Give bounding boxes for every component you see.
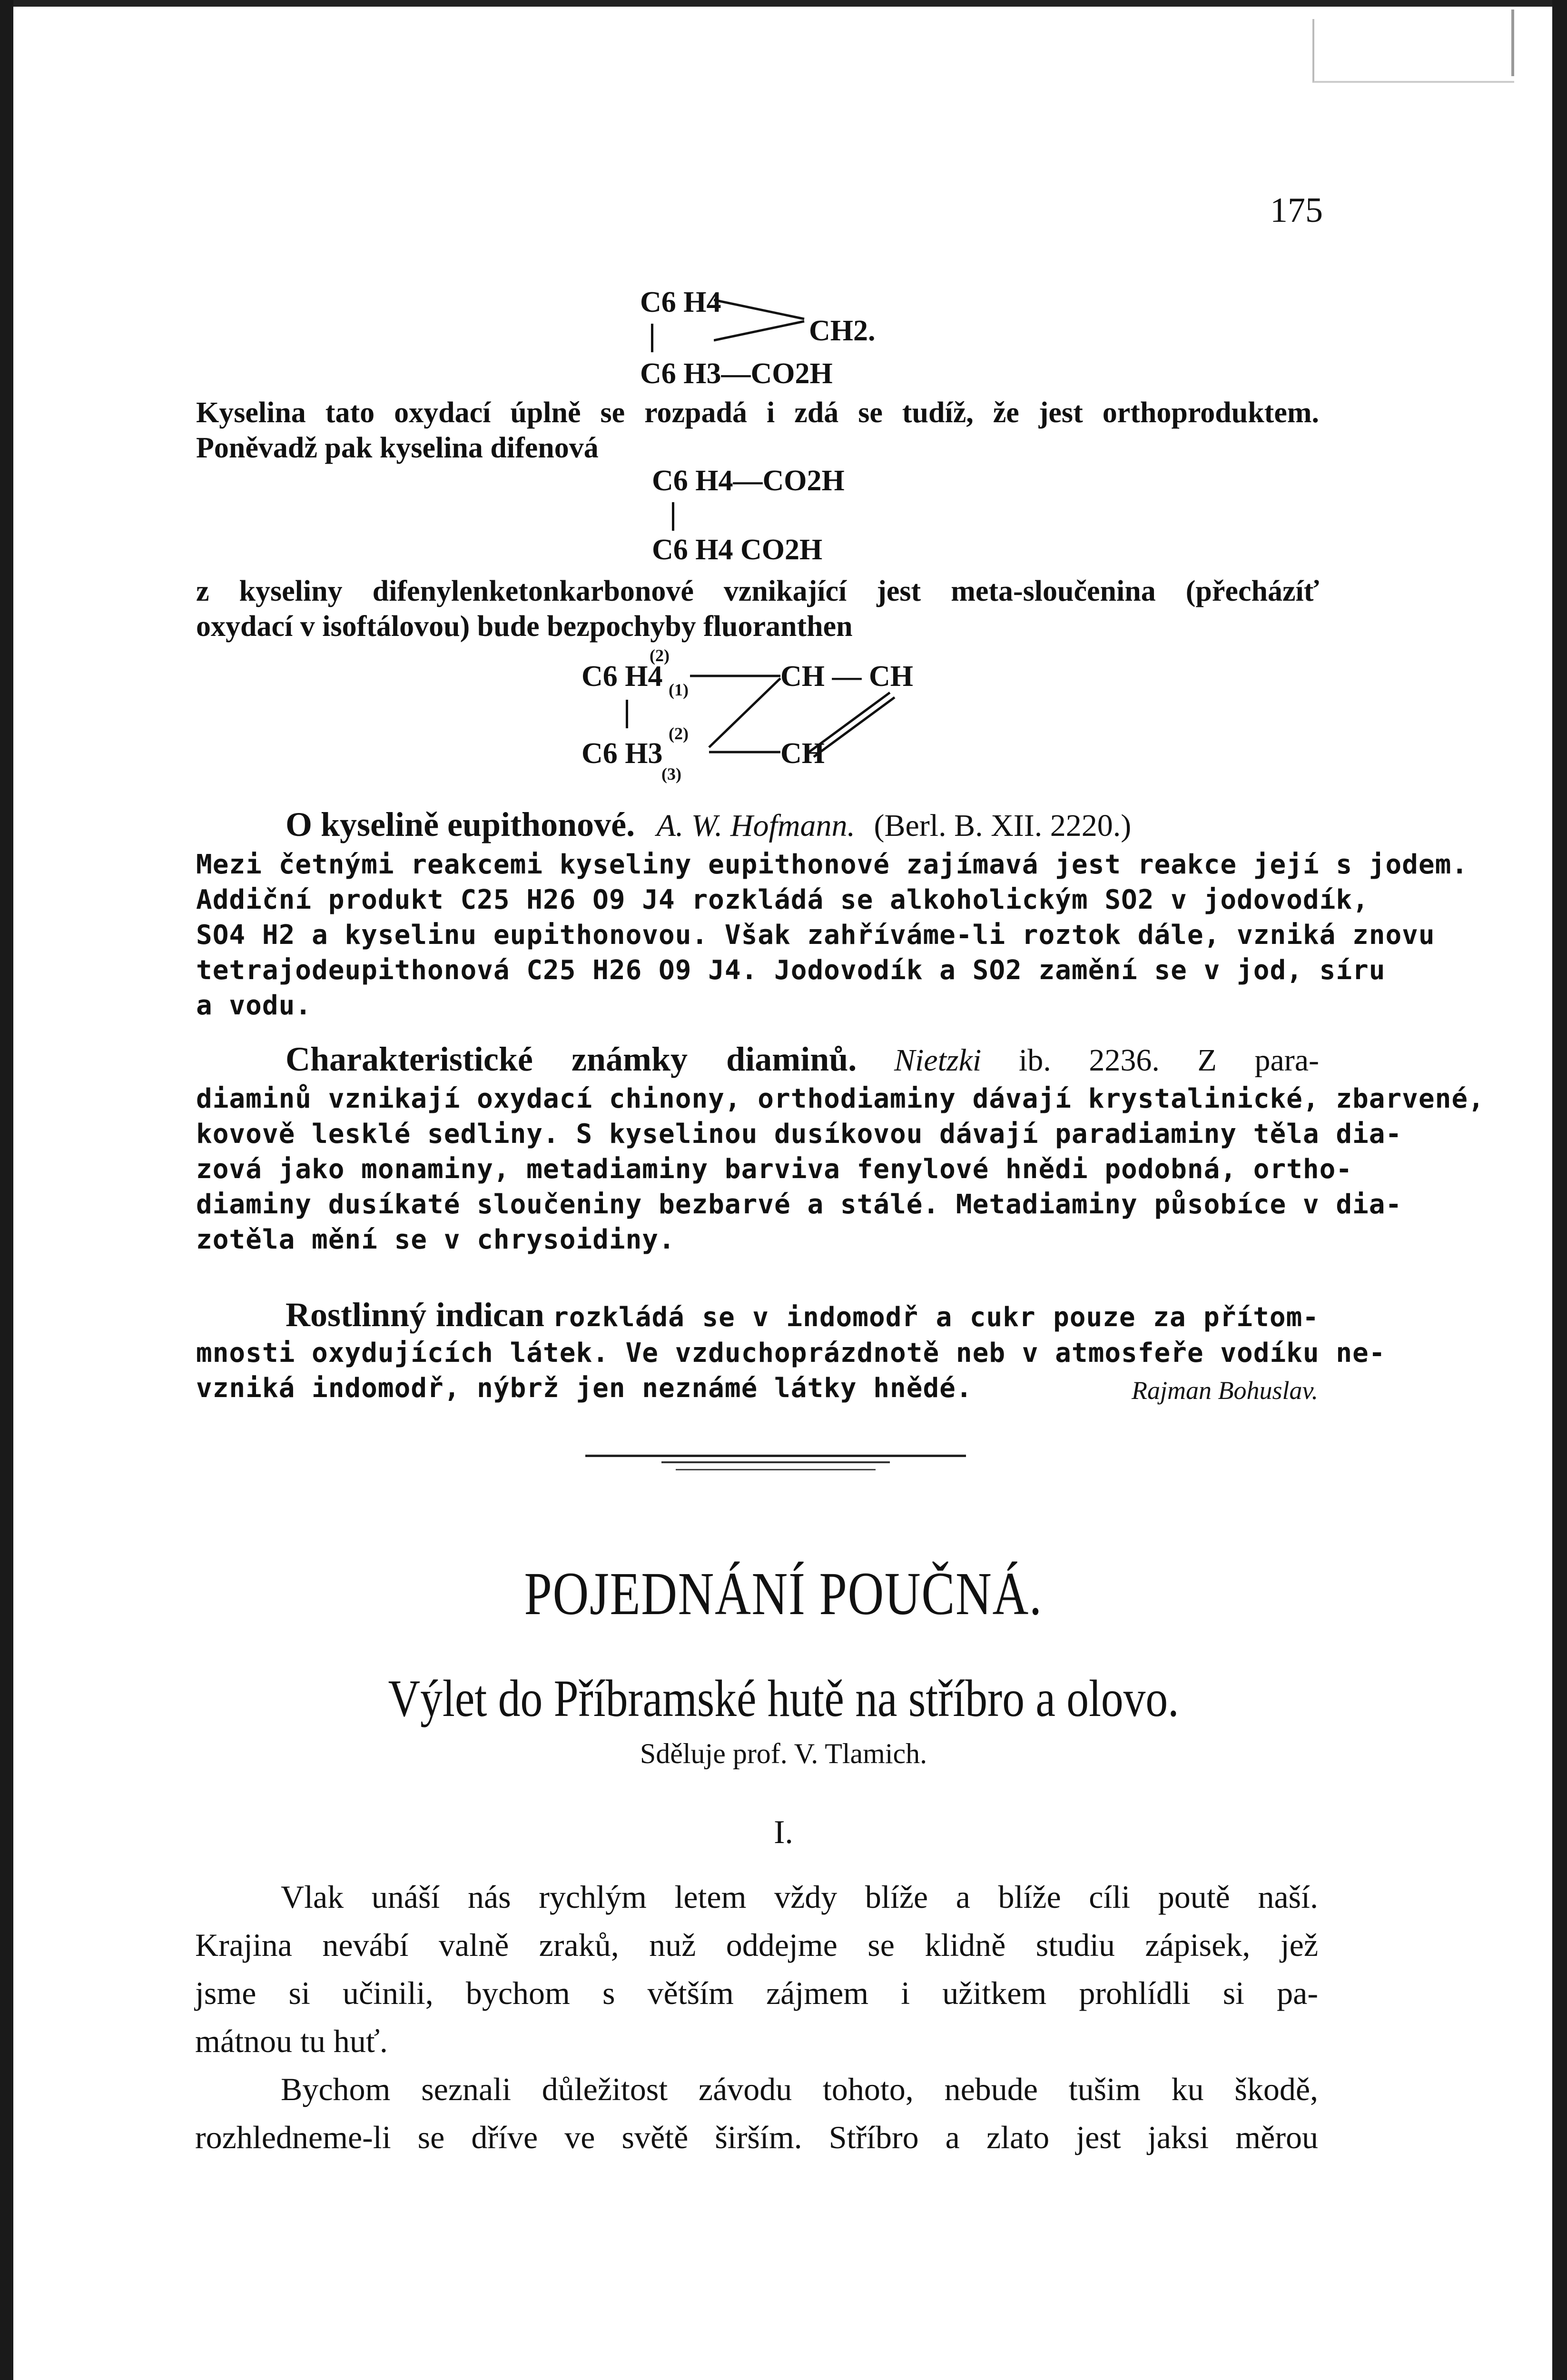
text-line: diaminy dusíkaté sloučeniny bezbarvé a stálé. Metadiaminy působíce v dia- xyxy=(196,1189,1402,1220)
formula-row: C6 H4 xyxy=(581,660,663,693)
body-line: jsme si učinili, bychom s větším zájmem i užitkem prohlídli si pa- xyxy=(195,1975,1318,2011)
formula-row: C6 H3 xyxy=(581,737,663,770)
position-mark: (1) xyxy=(669,680,689,699)
text-line: Mezi četnými reakcemi kyseliny eupithonové zajímavá jest reakce její s jodem. xyxy=(196,849,1468,880)
divider-rule xyxy=(661,1461,890,1463)
text-line: SO4 H2 a kyselinu eupithonovou. Však zahříváme-li roztok dále, vzniká znovu xyxy=(196,920,1435,951)
text-line: vzniká indomodř, nýbrž jen neznámé látky hnědé. xyxy=(196,1373,973,1404)
section-author: A. W. Hofmann. xyxy=(656,808,856,843)
section-title: Rostlinný indican xyxy=(286,1296,544,1334)
body-line: mátnou tu huť. xyxy=(195,2023,388,2059)
text-line: a vodu. xyxy=(196,990,312,1021)
position-mark: (2) xyxy=(650,646,670,665)
text-line: z kyseliny difenylenketonkarbonové vznikající jest meta-sloučenina (přecházíť xyxy=(196,575,1319,607)
section-heading-line xyxy=(286,1041,1319,1079)
main-heading-wrap xyxy=(0,1559,1567,1629)
text-line: diaminů vznikají oxydací chinony, orthodiaminy dávají krystalinické, zbarvené, xyxy=(196,1083,1485,1114)
formula-vertical-bond xyxy=(651,324,653,352)
section-heading-line xyxy=(286,1297,1319,1335)
text-line: Addiční produkt C25 H26 O9 J4 rozkládá se alkoholickým SO2 v jodovodík, xyxy=(196,884,1369,915)
byline-wrap xyxy=(0,1737,1567,1770)
section-title: O kyselině eupithonové. xyxy=(286,805,635,843)
section-heading-line xyxy=(286,807,1409,844)
chapter-number: I. xyxy=(774,1814,793,1851)
text-line: Poněvadž pak kyselina difenová xyxy=(196,432,599,464)
section-reference: ib. 2236. Z para- xyxy=(1018,1043,1319,1078)
text-line: rozkládá se v indomodř a cukr pouze za přítom- xyxy=(552,1302,1319,1333)
text-line: tetrajodeupithonová C25 H26 O9 J4. Jodovodík a SO2 zamění se v jod, síru xyxy=(196,955,1386,986)
body-line: Krajina nevábí valně zraků, nuž oddejme se klidně studiu zápisek, jež xyxy=(195,1927,1318,1963)
formula-right: CH — CH xyxy=(780,660,913,693)
page-corner-mark xyxy=(1312,19,1514,83)
formula-vertical-bond xyxy=(672,502,674,531)
signature: Rajman Bohuslav. xyxy=(1132,1376,1318,1405)
text-line: kovově lesklé sedliny. S kyselinou dusíkovou dávají paradiaminy těla dia- xyxy=(196,1119,1402,1150)
main-heading: POJEDNÁNÍ POUČNÁ. xyxy=(524,1560,1043,1627)
page-number: 175 xyxy=(1270,191,1323,230)
body-line: rozhledneme-li se dříve ve světě širším. Stříbro a zlato jest jaksi měrou xyxy=(195,2119,1318,2155)
text-line: zová jako monaminy, metadiaminy barviva fenylové hnědi podobná, ortho- xyxy=(196,1154,1353,1185)
text-line: Kyselina tato oxydací úplně se rozpadá i zdá se tudíž, že jest orthoproduktem. xyxy=(196,397,1319,429)
byline: Sděluje prof. V. Tlamich. xyxy=(640,1738,927,1769)
formula-bond-lines xyxy=(714,293,818,345)
formula-right: CH xyxy=(780,737,825,770)
scan-edge-left xyxy=(0,0,13,2380)
divider-rule xyxy=(676,1469,876,1470)
text-line: zotěla mění se v chrysoidiny. xyxy=(196,1224,675,1255)
body-line: Vlak unáší nás rychlým letem vždy blíže a blíže cíli poutě naší. xyxy=(281,1879,1318,1915)
position-mark: (2) xyxy=(669,724,689,743)
formula-row: C6 H4 CO2H xyxy=(652,534,823,566)
section-reference: (Berl. B. XII. 2220.) xyxy=(874,808,1132,843)
formula-right: CH2. xyxy=(809,315,876,347)
formula-row: C6 H3—CO2H xyxy=(640,357,833,390)
section-title: Charakteristické známky diaminů. xyxy=(286,1040,857,1078)
scan-edge-right xyxy=(1552,0,1567,2380)
article-title-wrap xyxy=(0,1668,1567,1729)
text-line: mnosti oxydujících látek. Ve vzduchoprázdnotě neb v atmosfeře vodíku ne- xyxy=(196,1338,1386,1368)
section-author: Nietzki xyxy=(894,1043,982,1078)
scan-edge-top xyxy=(0,0,1567,7)
formula-row: C6 H4—CO2H xyxy=(652,465,845,497)
chapter-wrap xyxy=(0,1814,1567,1852)
formula-row: C6 H4 xyxy=(640,286,721,318)
page-corner-mark xyxy=(1511,10,1514,76)
position-mark: (3) xyxy=(661,764,681,783)
divider-rule xyxy=(585,1455,966,1457)
formula-vertical-bond xyxy=(626,700,628,728)
body-line: Bychom seznali důležitost závodu tohoto, nebude tušim ku škodě, xyxy=(281,2071,1318,2107)
article-title: Výlet do Příbramské hutě na stříbro a olovo. xyxy=(388,1669,1179,1727)
text-line: oxydací v isoftálovou) bude bezpochyby fluoranthen xyxy=(196,610,853,643)
